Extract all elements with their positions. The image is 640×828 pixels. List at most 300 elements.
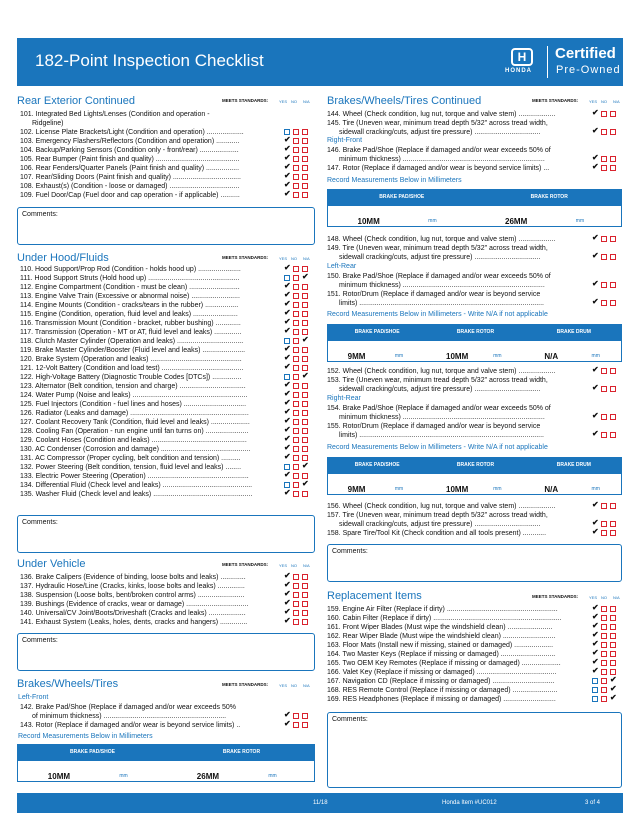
- checkbox-na[interactable]: [610, 615, 616, 621]
- checkbox-no[interactable]: [601, 660, 607, 666]
- checkbox-group[interactable]: [592, 684, 622, 694]
- checkbox-no[interactable]: [293, 165, 299, 171]
- checkbox-na[interactable]: [610, 432, 616, 438]
- checklist-item: [20, 319, 290, 328]
- measurement-column-header: BRAKE ROTOR: [530, 194, 568, 200]
- item-text-continued: of minimum thickness) ...............................................................: [32, 713, 227, 720]
- item-text: 149. Tire (Uneven wear, minimum tread depth 5/32" across tread width,: [327, 245, 548, 252]
- checkbox-na[interactable]: [610, 300, 616, 306]
- item-text: 123. Alternator (Belt condition, tension and charge) ..................................: [20, 383, 246, 390]
- checklist-item: [20, 128, 290, 137]
- footer-page-number: 3 of 4: [585, 800, 601, 806]
- checkbox-na[interactable]: [302, 147, 308, 153]
- check-mark-icon: ✔: [592, 297, 599, 306]
- check-mark-icon: ✔: [284, 281, 291, 290]
- checkbox-group[interactable]: [284, 719, 314, 729]
- checkbox-no[interactable]: [293, 383, 299, 389]
- checkbox-no[interactable]: [293, 129, 299, 135]
- checkbox-no[interactable]: [293, 365, 299, 371]
- check-mark-icon: ✔: [610, 693, 617, 702]
- comments-box[interactable]: [17, 515, 315, 553]
- checkbox-na[interactable]: [610, 660, 616, 666]
- checkbox-no[interactable]: [293, 482, 299, 488]
- column-label-na: N/A: [303, 682, 310, 688]
- checkbox-no[interactable]: [293, 428, 299, 434]
- checkbox-na[interactable]: [610, 414, 616, 420]
- checkbox-na[interactable]: [302, 183, 308, 189]
- item-text: 161. Front Wiper Blades (Must wipe the windshield clean) .......................: [327, 624, 553, 631]
- checkbox-na[interactable]: [302, 401, 308, 407]
- checkbox-no[interactable]: [601, 521, 607, 527]
- checkbox-na[interactable]: [610, 624, 616, 630]
- item-text: 118. Clutch Master Cylinder (Operation and leaks) ..................................: [20, 338, 244, 345]
- checkbox-no[interactable]: [601, 236, 607, 242]
- checkbox-yes[interactable]: [592, 233, 599, 242]
- check-mark-icon: ✔: [284, 607, 291, 616]
- check-mark-icon: ✔: [284, 180, 291, 189]
- checklist-item: [20, 155, 290, 164]
- checklist-item: [20, 445, 290, 454]
- check-mark-icon: ✔: [592, 126, 599, 135]
- checkbox-yes[interactable]: [592, 383, 599, 392]
- checkbox-na[interactable]: [610, 165, 616, 171]
- checkbox-no[interactable]: [601, 300, 607, 306]
- item-text-continued: limits) ...............................................................................................: [339, 432, 544, 439]
- check-mark-icon: ✔: [284, 416, 291, 425]
- checkbox-na[interactable]: [302, 619, 308, 625]
- checkbox-na[interactable]: [302, 192, 308, 198]
- checkbox-na[interactable]: [302, 383, 308, 389]
- checklist-item: [327, 110, 592, 119]
- checkbox-no[interactable]: [293, 464, 299, 470]
- item-text-continued: limits) ...............................................................................................: [339, 300, 544, 307]
- checkbox-no[interactable]: [601, 687, 607, 693]
- checklist-item: [20, 573, 290, 582]
- measurement-value[interactable]: 10MM: [446, 352, 469, 361]
- checkbox-no[interactable]: [293, 610, 299, 616]
- check-mark-icon: ✔: [284, 326, 291, 335]
- checkbox-no[interactable]: [293, 601, 299, 607]
- item-text: 132. Power Steering (Belt condition, tension, fluid level and leaks) ........: [20, 464, 242, 471]
- checkbox-na[interactable]: [302, 347, 308, 353]
- checkbox-yes[interactable]: [284, 189, 291, 198]
- checkbox-group[interactable]: [592, 383, 622, 393]
- checkbox-group[interactable]: [592, 279, 622, 289]
- meets-standards-label: MEETS STANDARDS:: [222, 682, 269, 687]
- checkbox-no[interactable]: [601, 669, 607, 675]
- checkbox-group[interactable]: [592, 693, 622, 703]
- checkbox-na[interactable]: [302, 335, 309, 344]
- checkbox-no[interactable]: [293, 419, 299, 425]
- certified-subtitle: Pre-Owned: [556, 64, 621, 76]
- checkbox-na[interactable]: [302, 356, 308, 362]
- item-text: 121. 12-Volt Battery (Condition and load test) ..........................................: [20, 365, 244, 372]
- checklist-item: [327, 695, 592, 704]
- check-mark-icon: ✔: [302, 461, 309, 470]
- checkbox-no[interactable]: [293, 619, 299, 625]
- checkbox-yes[interactable]: [284, 263, 291, 272]
- checkbox-no[interactable]: [601, 624, 607, 630]
- measurement-value[interactable]: 10MM: [446, 485, 469, 494]
- checkbox-no[interactable]: [293, 275, 299, 281]
- checkbox-group[interactable]: [284, 326, 314, 336]
- checkbox-na[interactable]: [610, 633, 616, 639]
- item-text: 135. Washer Fluid (Check level and leaks) ...................................................: [20, 491, 253, 498]
- checkbox-na[interactable]: [302, 437, 308, 443]
- checkbox-no[interactable]: [293, 183, 299, 189]
- item-text: 167. Navigation CD (Replace if missing or damaged) ................................: [327, 678, 555, 685]
- comments-box[interactable]: [327, 544, 622, 582]
- measurement-value[interactable]: 26MM: [505, 217, 528, 226]
- checkbox-no[interactable]: [293, 356, 299, 362]
- checkbox-na[interactable]: [610, 651, 616, 657]
- meets-standards-label: MEETS STANDARDS:: [222, 255, 269, 260]
- checklist-item: [327, 614, 592, 623]
- checkbox-yes[interactable]: [592, 678, 598, 684]
- checkbox-yes[interactable]: [592, 297, 599, 306]
- measurement-note: Record Measurements Below in Millimeters: [18, 733, 153, 740]
- checkbox-na[interactable]: [610, 282, 616, 288]
- check-mark-icon: ✔: [284, 488, 291, 497]
- item-text-continued: sidewall cracking/cuts, adjust tire pressure) ..................................: [339, 386, 541, 393]
- checkbox-yes[interactable]: [592, 365, 599, 374]
- measurement-value[interactable]: 26MM: [196, 772, 220, 781]
- checkbox-no[interactable]: [293, 338, 299, 344]
- checkbox-na[interactable]: [302, 156, 308, 162]
- checkbox-no[interactable]: [601, 165, 607, 171]
- checkbox-na[interactable]: [302, 392, 308, 398]
- check-mark-icon: ✔: [284, 317, 291, 326]
- checkbox-na[interactable]: [302, 583, 308, 589]
- honda-logo: [502, 48, 542, 78]
- checkbox-no[interactable]: [293, 174, 299, 180]
- measurement-column-header: BRAKE PAD/SHOE: [70, 749, 115, 755]
- column-label-no: NO: [291, 682, 297, 688]
- checkbox-no[interactable]: [293, 446, 299, 452]
- item-text: 147. Rotor (Replace if damaged and/or wear is beyond service limits) ...: [327, 165, 550, 172]
- checklist-item: [327, 623, 592, 632]
- check-mark-icon: ✔: [284, 189, 291, 198]
- check-mark-icon: ✔: [284, 598, 291, 607]
- checkbox-no[interactable]: [293, 455, 299, 461]
- item-text: 126. Radiator (Leaks and damage) .............................................................: [20, 410, 249, 417]
- item-text-continued: sidewall cracking/cuts, adjust tire pressure) ..................................: [339, 254, 541, 261]
- checkbox-na[interactable]: [302, 410, 308, 416]
- checkbox-no[interactable]: [601, 633, 607, 639]
- item-text: 109. Fuel Door/Cap (Fuel door and cap operation - if applicable) ..........: [20, 192, 240, 199]
- item-text: 162. Rear Wiper Blade (Must wipe the windshield clean) ...........................: [327, 633, 556, 640]
- checkbox-yes[interactable]: [284, 488, 291, 497]
- measurement-value[interactable]: 9MM: [347, 485, 366, 494]
- checkbox-na[interactable]: [302, 574, 308, 580]
- checkbox-group[interactable]: [284, 470, 314, 480]
- checkbox-yes[interactable]: [592, 279, 599, 288]
- checkbox-na[interactable]: [302, 311, 308, 317]
- checklist-item: [20, 721, 290, 730]
- checkbox-no[interactable]: [601, 282, 607, 288]
- checkbox-group[interactable]: [592, 527, 622, 537]
- checkbox-na[interactable]: [302, 446, 308, 452]
- checkbox-yes[interactable]: [284, 452, 291, 461]
- checkbox-no[interactable]: [601, 503, 607, 509]
- checkbox-no[interactable]: [293, 147, 299, 153]
- checkbox-na[interactable]: [302, 601, 308, 607]
- checkbox-no[interactable]: [293, 311, 299, 317]
- checkbox-na[interactable]: [610, 503, 616, 509]
- checkbox-group[interactable]: [592, 411, 622, 421]
- checkbox-na[interactable]: [610, 368, 616, 374]
- checkbox-no[interactable]: [601, 678, 607, 684]
- checkbox-no[interactable]: [601, 651, 607, 657]
- checkbox-no[interactable]: [601, 368, 607, 374]
- checkbox-no[interactable]: [293, 401, 299, 407]
- item-text: 133. Electric Power Steering (Operation) ....................................................: [20, 473, 249, 480]
- checklist-item: [20, 355, 290, 364]
- checkbox-na[interactable]: [302, 592, 308, 598]
- measurement-note: Record Measurements Below in Millimeters: [327, 177, 462, 184]
- checkbox-no[interactable]: [293, 329, 299, 335]
- checkbox-yes[interactable]: [592, 696, 598, 702]
- checkbox-group[interactable]: [592, 297, 622, 307]
- checkbox-no[interactable]: [293, 347, 299, 353]
- comments-box[interactable]: [17, 207, 315, 245]
- checkbox-no[interactable]: [601, 606, 607, 612]
- checkbox-yes[interactable]: [592, 162, 599, 171]
- checklist-item: [20, 409, 290, 418]
- checkbox-group[interactable]: [592, 162, 622, 172]
- checkbox-no[interactable]: [293, 374, 299, 380]
- checkbox-no[interactable]: [293, 138, 299, 144]
- checkbox-group[interactable]: [284, 263, 314, 273]
- checklist-item: [20, 137, 290, 146]
- checkbox-na[interactable]: [610, 642, 616, 648]
- checkbox-no[interactable]: [293, 266, 299, 272]
- checkbox-group[interactable]: [592, 108, 622, 118]
- checkbox-na[interactable]: [302, 428, 308, 434]
- checkbox-group[interactable]: [592, 675, 622, 685]
- checkbox-na[interactable]: [302, 320, 308, 326]
- checkbox-na[interactable]: [302, 129, 308, 135]
- checkbox-group[interactable]: [284, 616, 314, 626]
- checkbox-na[interactable]: [302, 722, 308, 728]
- checklist-item: [327, 511, 592, 529]
- measurement-value[interactable]: N/A: [544, 485, 559, 494]
- check-mark-icon: ✔: [592, 279, 599, 288]
- checkbox-no[interactable]: [293, 156, 299, 162]
- item-text: 131. AC Compressor (Proper cycling, belt condition and tension) ..........: [20, 455, 241, 462]
- checkbox-no[interactable]: [601, 642, 607, 648]
- checkbox-yes[interactable]: [284, 470, 291, 479]
- check-mark-icon: ✔: [284, 153, 291, 162]
- checkbox-yes[interactable]: [592, 411, 599, 420]
- checkbox-no[interactable]: [601, 530, 607, 536]
- checkbox-no[interactable]: [293, 583, 299, 589]
- checkbox-group[interactable]: [592, 251, 622, 261]
- checkbox-no[interactable]: [293, 410, 299, 416]
- checkbox-na[interactable]: [302, 293, 308, 299]
- checkbox-no[interactable]: [293, 320, 299, 326]
- checkbox-no[interactable]: [601, 156, 607, 162]
- checkbox-group[interactable]: [592, 126, 622, 136]
- item-text: 105. Rear Bumper (Paint finish and quality) ...........................................: [20, 156, 240, 163]
- checkbox-yes[interactable]: [592, 108, 599, 117]
- checkbox-group[interactable]: [592, 233, 622, 243]
- item-text: 165. Two OEM Key Remotes (Replace if missing or damaged) ....................: [327, 660, 561, 667]
- checkbox-na[interactable]: [302, 479, 309, 488]
- checkbox-no[interactable]: [293, 592, 299, 598]
- item-text: 141. Exhaust System (Leaks, holes, dents, cracks and hangers) ..............: [20, 619, 248, 626]
- checkbox-no[interactable]: [601, 254, 607, 260]
- check-mark-icon: ✔: [284, 452, 291, 461]
- check-mark-icon: ✔: [284, 616, 291, 625]
- checkbox-na[interactable]: [610, 530, 616, 536]
- checkbox-group[interactable]: [592, 365, 622, 375]
- sub-heading: Left-Front: [18, 694, 49, 701]
- measurement-value[interactable]: 10MM: [47, 772, 71, 781]
- measurement-value[interactable]: 9MM: [347, 352, 366, 361]
- measurement-value[interactable]: 10MM: [357, 217, 380, 226]
- checkbox-yes[interactable]: [592, 687, 598, 693]
- checkbox-no[interactable]: [293, 574, 299, 580]
- section-title: Brakes/Wheels/Tires: [17, 678, 119, 690]
- comments-box[interactable]: [17, 633, 315, 671]
- checkbox-na[interactable]: [302, 302, 308, 308]
- checkbox-group[interactable]: [284, 189, 314, 199]
- check-mark-icon: ✔: [284, 398, 291, 407]
- measurement-note: Record Measurements Below in Millimeters - Write N/A if not applicable: [327, 311, 548, 318]
- checkbox-no[interactable]: [293, 437, 299, 443]
- checkbox-na[interactable]: [302, 272, 309, 281]
- checkbox-yes[interactable]: [592, 251, 599, 260]
- checkbox-na[interactable]: [610, 386, 616, 392]
- item-text: 106. Rear Fenders/Quarter Panels (Paint finish and quality) .................: [20, 165, 240, 172]
- checkbox-na[interactable]: [302, 713, 308, 719]
- item-text: 128. Cooling Fan (Operation - run engine until fan turns on) ......................: [20, 428, 249, 435]
- check-mark-icon: ✔: [302, 479, 309, 488]
- check-mark-icon: ✔: [284, 434, 291, 443]
- check-mark-icon: ✔: [592, 648, 599, 657]
- checklist-item: [327, 146, 592, 164]
- checkbox-group[interactable]: [284, 452, 314, 462]
- check-mark-icon: ✔: [284, 263, 291, 272]
- column-label-yes: YES: [279, 98, 288, 104]
- checkbox-na[interactable]: [610, 111, 616, 117]
- checkbox-yes[interactable]: [284, 362, 291, 371]
- checkbox-na[interactable]: [610, 693, 617, 702]
- checkbox-group[interactable]: [592, 666, 622, 676]
- checkbox-na[interactable]: [302, 138, 308, 144]
- checkbox-yes[interactable]: [592, 527, 599, 536]
- checkbox-na[interactable]: [302, 461, 309, 470]
- checkbox-no[interactable]: [601, 414, 607, 420]
- checkbox-no[interactable]: [293, 392, 299, 398]
- checklist-item: [327, 422, 592, 440]
- logo-divider: [547, 46, 548, 78]
- checklist-item: [20, 310, 290, 319]
- checkbox-yes[interactable]: [592, 500, 599, 509]
- check-mark-icon: ✔: [592, 162, 599, 171]
- measurement-table: [17, 744, 315, 782]
- checkbox-no[interactable]: [293, 713, 299, 719]
- item-text: 142. Brake Pad/Shoe (Replace if damaged and/or wear exceeds 50%: [20, 704, 236, 711]
- checkbox-no[interactable]: [601, 615, 607, 621]
- item-text: 152. Wheel (Check condition, lug nut, torque and valve stem) ...................: [327, 368, 556, 375]
- checkbox-yes[interactable]: [592, 666, 599, 675]
- checkbox-no[interactable]: [293, 293, 299, 299]
- item-text: 163. Floor Mats (Install new if missing, stained or damaged) ....................: [327, 642, 554, 649]
- item-text: 136. Brake Calipers (Evidence of binding, loose bolts and leaks) .............: [20, 574, 246, 581]
- checklist-item: [327, 272, 592, 290]
- meets-standards-label: MEETS STANDARDS:: [532, 594, 579, 599]
- checkbox-na[interactable]: [302, 610, 308, 616]
- page-title: 182-Point Inspection Checklist: [35, 51, 264, 70]
- check-mark-icon: ✔: [592, 233, 599, 242]
- checklist-item: [327, 668, 592, 677]
- checkbox-group[interactable]: [284, 488, 314, 498]
- checkbox-no[interactable]: [293, 302, 299, 308]
- checkbox-yes[interactable]: [592, 429, 599, 438]
- comments-box[interactable]: [327, 712, 622, 788]
- item-text: 111. Hood Support Struts (Hold hood up) ...............................................: [20, 275, 240, 282]
- checkbox-na[interactable]: [610, 254, 616, 260]
- checkbox-na[interactable]: [302, 284, 308, 290]
- checkbox-na[interactable]: [302, 371, 309, 380]
- checklist-item: [20, 618, 290, 627]
- item-text: 169. RES Headphones (Replace if missing or damaged) ...........................: [327, 696, 556, 703]
- checklist-item: [20, 382, 290, 391]
- checkbox-na[interactable]: [302, 491, 308, 497]
- checkbox-na[interactable]: [610, 156, 616, 162]
- checkbox-no[interactable]: [601, 386, 607, 392]
- meets-standards-label: MEETS STANDARDS:: [532, 98, 579, 103]
- checkbox-no[interactable]: [601, 432, 607, 438]
- check-mark-icon: ✔: [592, 639, 599, 648]
- checkbox-yes[interactable]: [284, 326, 291, 335]
- checkbox-no[interactable]: [293, 473, 299, 479]
- item-text: 114. Engine Mounts (Condition - cracks/tears in the rubber) .................: [20, 302, 239, 309]
- checkbox-na[interactable]: [302, 419, 308, 425]
- checkbox-na[interactable]: [610, 521, 616, 527]
- checklist-item: [327, 605, 592, 614]
- checkbox-na[interactable]: [610, 129, 616, 135]
- meets-standards-label: MEETS STANDARDS:: [222, 98, 269, 103]
- checkbox-na[interactable]: [302, 174, 308, 180]
- checkbox-yes[interactable]: [592, 126, 599, 135]
- checkbox-no[interactable]: [293, 491, 299, 497]
- measurement-value[interactable]: N/A: [544, 352, 559, 361]
- checkbox-na[interactable]: [610, 606, 616, 612]
- checkbox-no[interactable]: [601, 111, 607, 117]
- checkbox-no[interactable]: [601, 696, 607, 702]
- measurement-unit: mm: [268, 773, 277, 779]
- checkbox-group[interactable]: [592, 429, 622, 439]
- check-mark-icon: ✔: [592, 365, 599, 374]
- checkbox-no[interactable]: [293, 192, 299, 198]
- checkbox-yes[interactable]: [284, 616, 291, 625]
- checkbox-yes[interactable]: [284, 719, 291, 728]
- checkbox-group[interactable]: [284, 362, 314, 372]
- checkbox-no[interactable]: [601, 129, 607, 135]
- check-mark-icon: ✔: [592, 657, 599, 666]
- checkbox-group[interactable]: [592, 500, 622, 510]
- checkbox-na[interactable]: [610, 236, 616, 242]
- checkbox-na[interactable]: [302, 165, 308, 171]
- checkbox-no[interactable]: [293, 722, 299, 728]
- checkbox-no[interactable]: [293, 284, 299, 290]
- checklist-item: [20, 110, 290, 128]
- item-text: 113. Engine Valve Train (Excessive or abnormal noise) .........................: [20, 293, 240, 300]
- checklist-item: [20, 274, 290, 283]
